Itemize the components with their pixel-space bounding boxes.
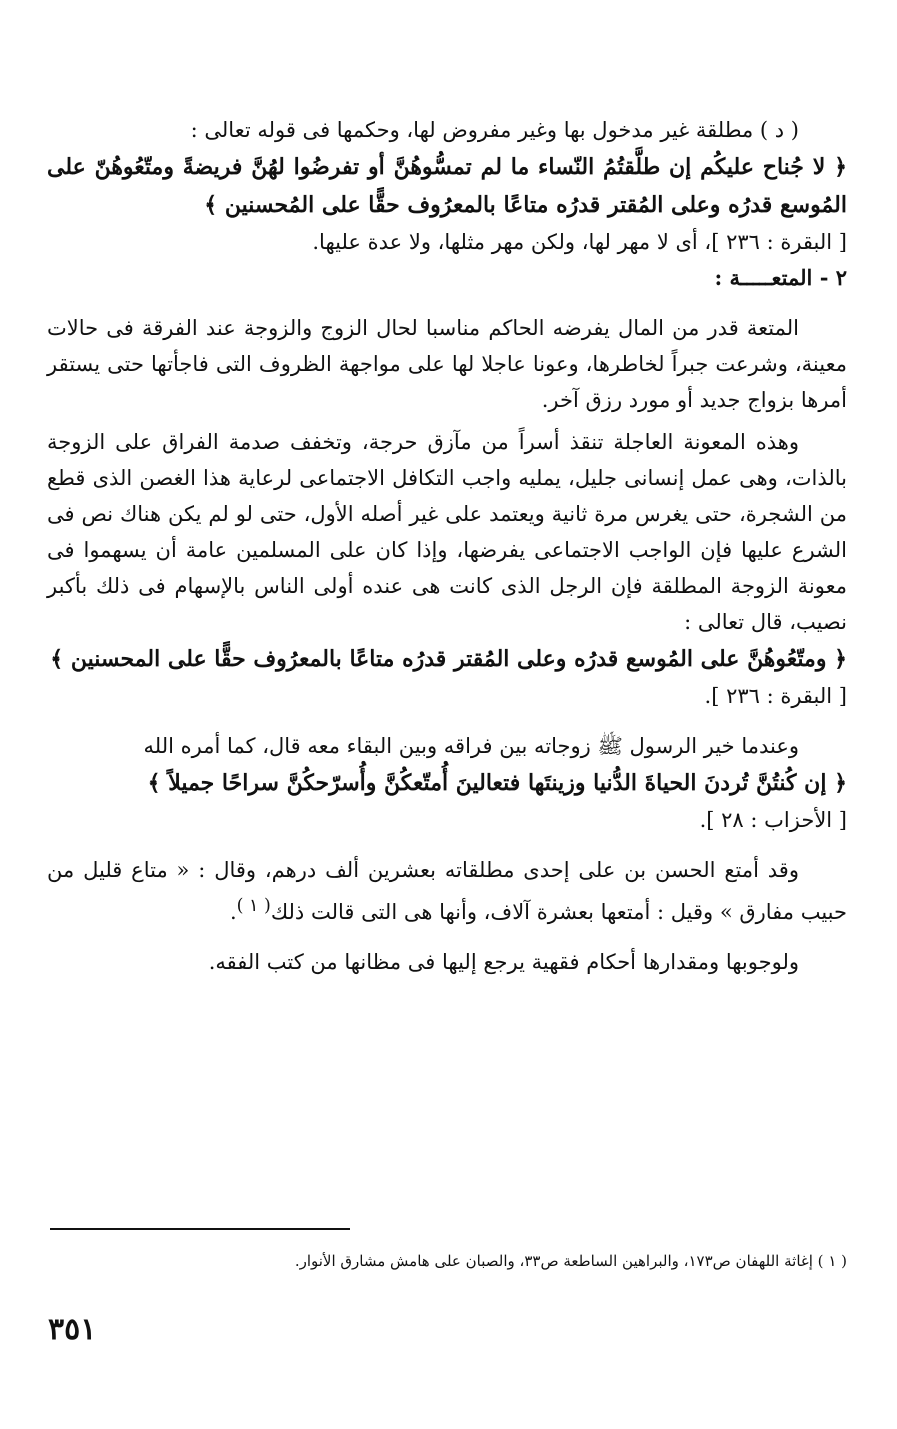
paragraph-4 <box>47 852 847 930</box>
page-body <box>47 112 847 980</box>
verse-3-reference: [ الأحزاب : ٢٨ ]. <box>699 808 847 832</box>
case-d-intro: ( د ) مطلقة غير مدخول بها وغير مفروض لها، وحكمها فى قوله تعالى : <box>190 118 799 142</box>
quran-verse-1: ﴿ لا جُناح عليكُم إن طلَّقتُمُ النّساء ما لم تمسُّوهُنَّ أو تفرضُوا لهُنَّ فريضةً ومتّعُوهُنّ على المُوسع قدرُه وعلى المُقتر قدرُه متاعًا بالمعرُوف حقًّا على المُحسنين ﴾ <box>47 154 847 218</box>
footnote-marker: ( ١ ) <box>236 896 271 916</box>
section-heading: ٢ - المتعـــــة : <box>714 265 847 290</box>
footnote: ( ١ ) إغاثة اللهفان ص١٧٣، والبراهين الساطعة ص٣٣، والصبان على هامش مشارق الأنوار. <box>294 1252 847 1270</box>
verse-1-reference: [ البقرة : ٢٣٦ ]، أى لا مهر لها، ولكن مهر مثلها، ولا عدة عليها. <box>312 230 847 254</box>
paragraph-3: وعندما خير الرسول ﷺ زوجاته بين فراقه وبين البقاء معه قال، كما أمره الله <box>143 734 799 758</box>
paragraph-2: وهذه المعونة العاجلة تنقذ أسراً من مآزق حرجة، وتخفف صدمة الفراق على الزوجة بالذات، وهى عمل إنسانى جليل، يمليه واجب التكافل الاجتماعى لرعاية هذا الغصن الذى قطع من الشجرة، حتى يغرس مرة ثانية ويعتمد على غير أصله الأول، حتى لو لم يكن هناك نص فى الشرع عليها فإن الواجب الاجتماعى يفرضها، وإذا كان على المسلمين عامة أن يسهموا فى معونة الزوجة المطلقة فإن الرجل الذى كانت هى عنده أولى الناس بالإسهام فى ذلك بأكبر نصيب، قال تعالى : <box>47 430 847 634</box>
footnote-divider <box>50 1228 350 1230</box>
verse-2-reference: [ البقرة : ٢٣٦ ]. <box>704 684 847 708</box>
page-number: ٣٥١ <box>48 1312 97 1347</box>
quran-verse-2: ﴿ ومتّعُوهُنَّ على المُوسع قدرُه وعلى المُقتر قدرُه متاعًا بالمعرُوف حقًّا على المحسنين ﴾ <box>50 646 847 672</box>
paragraph-4-text: وقد أمتع الحسن بن على إحدى مطلقاته بعشرين ألف درهم، وقال : « متاع قليل من حبيب مفارق » وقيل : أمتعها بعشرة آلاف، وأنها هى التى قالت ذلك <box>47 858 847 924</box>
paragraph-1: المتعة قدر من المال يفرضه الحاكم مناسبا لحال الزوج والزوجة عند الفرقة فى حالات معينة، وشرعت جبراً لخاطرها، وعونا عاجلا لها على مواجهة الظروف التى فاجأتها حتى يستقر أمرها بزواج جديد أو مورد رزق آخر. <box>47 316 847 412</box>
quran-verse-3: ﴿ إن كُنتُنَّ تُردنَ الحياةَ الدُّنيا وزينتَها فتعالينَ أُمتّعكُنَّ وأُسرّحكُنَّ سراحًا جميلاً ﴾ <box>147 770 847 796</box>
paragraph-4-end: . <box>229 900 237 924</box>
paragraph-5: ولوجوبها ومقدارها أحكام فقهية يرجع إليها فى مظانها من كتب الفقه. <box>208 950 799 974</box>
